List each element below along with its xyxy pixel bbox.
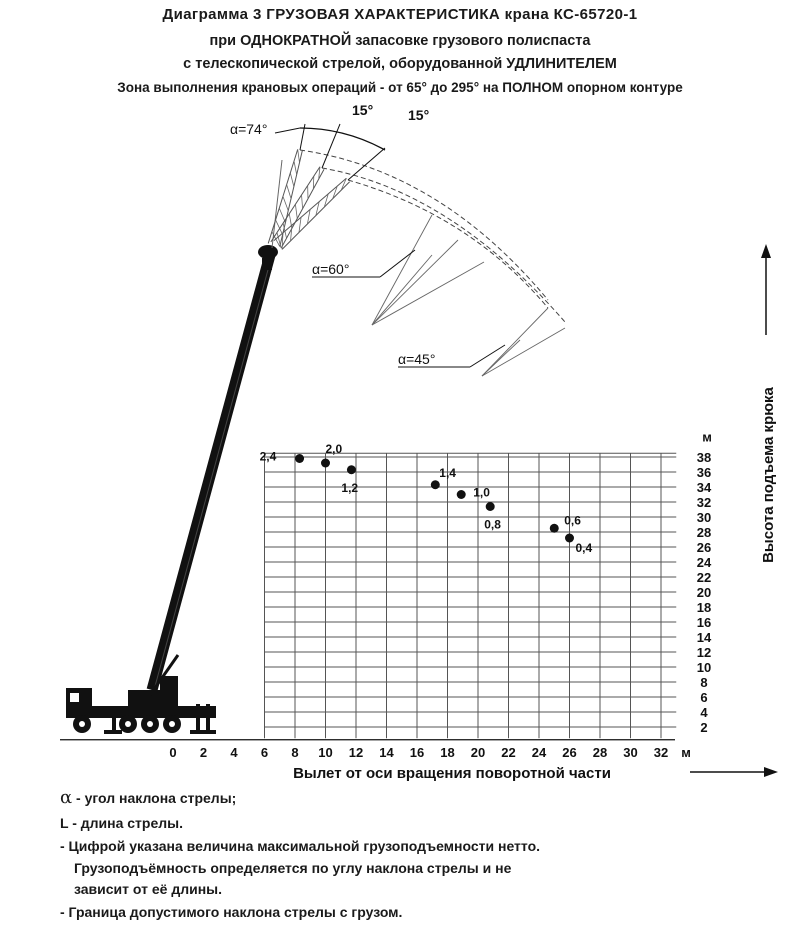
y-tick-label: 16 [696, 615, 712, 630]
wheel-hub [125, 721, 131, 727]
x-tick-label: 12 [348, 745, 364, 760]
jib-angle-tick [348, 148, 385, 180]
x-tick-label: 28 [592, 745, 608, 760]
x-unit-label: м [681, 745, 691, 760]
y-tick-label: 8 [700, 675, 708, 690]
boom-angle-60: α=60° [312, 261, 350, 277]
y-tick-label: 34 [696, 480, 712, 495]
load-value-label: 1,2 [341, 480, 359, 495]
x-tick-label: 32 [653, 745, 669, 760]
outrigger [206, 704, 210, 734]
y-tick-label: 26 [696, 540, 712, 555]
jib-lacing [291, 225, 293, 241]
jib-fan-line-45 [482, 308, 548, 376]
load-value-label: 1,0 [473, 485, 490, 500]
y-axis-arrowhead [761, 244, 771, 258]
jib-lacing [283, 196, 288, 210]
hook-path-outer [348, 180, 548, 308]
x-tick-label: 8 [291, 745, 299, 760]
boom-highlight [154, 255, 272, 690]
jib-lacing [298, 149, 300, 162]
y-tick-label: 24 [696, 555, 712, 570]
x-tick-label: 2 [199, 745, 208, 760]
y-tick-label: 14 [696, 630, 712, 645]
chart-title-line3: с телескопической стрелой, оборудованной УДЛИНИТЕЛЕМ [183, 56, 617, 72]
boom-angle-45-leader [470, 345, 505, 367]
y-tick-label: 6 [700, 690, 708, 705]
boom-angle-45: α=45° [398, 351, 436, 367]
y-tick-label: 30 [696, 510, 712, 525]
y-tick-label: 12 [696, 645, 712, 660]
chart-title-line2: при ОДНОКРАТНОЙ запасовке грузового полиспаста [209, 33, 591, 49]
load-value-label: 2,0 [325, 442, 343, 456]
jib-lacing [302, 195, 303, 209]
crane-truck [66, 655, 216, 734]
x-tick-label: 20 [470, 745, 486, 760]
legend-digit-line2: Грузоподъёмность определяется по углу наклона стрелы и не [74, 860, 512, 876]
wheel-hub [169, 721, 175, 727]
jib-angle-arc [300, 128, 385, 150]
x-tick-label: 16 [409, 745, 425, 760]
chart-title-line1: Диаграмма 3 ГРУЗОВАЯ ХАРАКТЕРИСТИКА крана КС-65720-1 [162, 6, 638, 23]
x-tick-label: 10 [318, 745, 333, 760]
wheel-hub [147, 721, 153, 727]
y-tick-label: 4 [700, 705, 708, 720]
x-axis-title: Вылет от оси вращения поворотной части [293, 765, 611, 782]
y-tick-label: 28 [696, 525, 712, 540]
legend-alpha-text: - угол наклона стрелы; [76, 790, 237, 806]
outrigger [196, 704, 200, 734]
y-tick-label: 22 [696, 570, 712, 585]
x-tick-label: 14 [379, 745, 394, 760]
x-axis-arrowhead [764, 767, 778, 777]
jib-lacing [290, 173, 294, 187]
grid [265, 453, 677, 738]
load-value-label: 2,4 [259, 449, 277, 464]
wheel-hub [79, 721, 85, 727]
y-tick-label: 38 [696, 450, 712, 465]
jib-fan-line-45 [482, 340, 520, 376]
boom-angle-74-leader [275, 128, 300, 133]
cab-window [70, 693, 79, 702]
x-tick-label: 30 [623, 745, 638, 760]
boom-head [258, 245, 278, 259]
y-tick-label: 18 [696, 600, 712, 615]
load-point [565, 534, 574, 543]
jib-lacing [287, 185, 291, 199]
jib-fan-line-60 [372, 240, 458, 325]
y-tick-label: 36 [696, 465, 712, 480]
y-tick-label: 32 [696, 495, 712, 510]
telescopic-boom [152, 255, 270, 690]
outrigger-pad [190, 730, 216, 734]
y-tick-label: 20 [696, 585, 712, 600]
y-tick-label: 10 [696, 660, 712, 675]
outrigger-pad [104, 730, 122, 734]
legend-digit-line1: - Цифрой указана величина максимальной грузоподъемности нетто. [60, 838, 541, 854]
load-point [347, 465, 356, 474]
load-point [321, 459, 330, 468]
legend-length: L - длина стрелы. [60, 815, 183, 831]
x-tick-label: 18 [440, 745, 455, 760]
load-value-label: 0,4 [575, 541, 593, 555]
x-tick-label: 22 [501, 745, 516, 760]
x-tick-label: 26 [562, 745, 577, 760]
y-tick-label: 2 [700, 720, 708, 735]
angle-label-15-first: 15° [352, 102, 374, 118]
legend-boundary: - Граница допустимого наклона стрелы с грузом. [60, 904, 403, 920]
jib-lacing [295, 204, 297, 218]
x-tick-label: 4 [230, 745, 238, 760]
boom-drawings [152, 124, 565, 690]
load-point [550, 524, 559, 533]
chart-title-line4: Зона выполнения крановых операций - от 65° до 295° на ПОЛНОМ опорном контуре [117, 80, 683, 95]
load-value-label: 1,4 [439, 465, 456, 480]
y-unit-label: м [702, 429, 712, 445]
angle-label-15-second: 15° [408, 107, 430, 123]
jib-lacing [294, 161, 297, 174]
x-tick-label: 24 [531, 745, 547, 760]
data-points [260, 442, 593, 555]
x-tick-label: 6 [260, 745, 269, 760]
hook-path-lower [322, 168, 565, 322]
x-tick-label: 0 [169, 745, 177, 760]
load-point [431, 480, 440, 489]
load-point [457, 490, 466, 499]
load-point [295, 454, 304, 463]
load-value-label: 0,8 [484, 517, 501, 532]
hook-block [262, 258, 272, 270]
boom-angle-60-leader [380, 250, 415, 277]
load-point [486, 502, 495, 511]
load-value-label: 0,6 [564, 513, 581, 528]
legend-digit-line3: зависит от её длины. [74, 881, 223, 897]
legend-alpha [60, 787, 236, 808]
boom-angle-74: α=74° [230, 121, 268, 137]
y-axis-title: Высота подъема крюка [760, 387, 777, 563]
jib-fan-line-60 [372, 255, 432, 325]
alpha-symbol: α [60, 787, 73, 808]
